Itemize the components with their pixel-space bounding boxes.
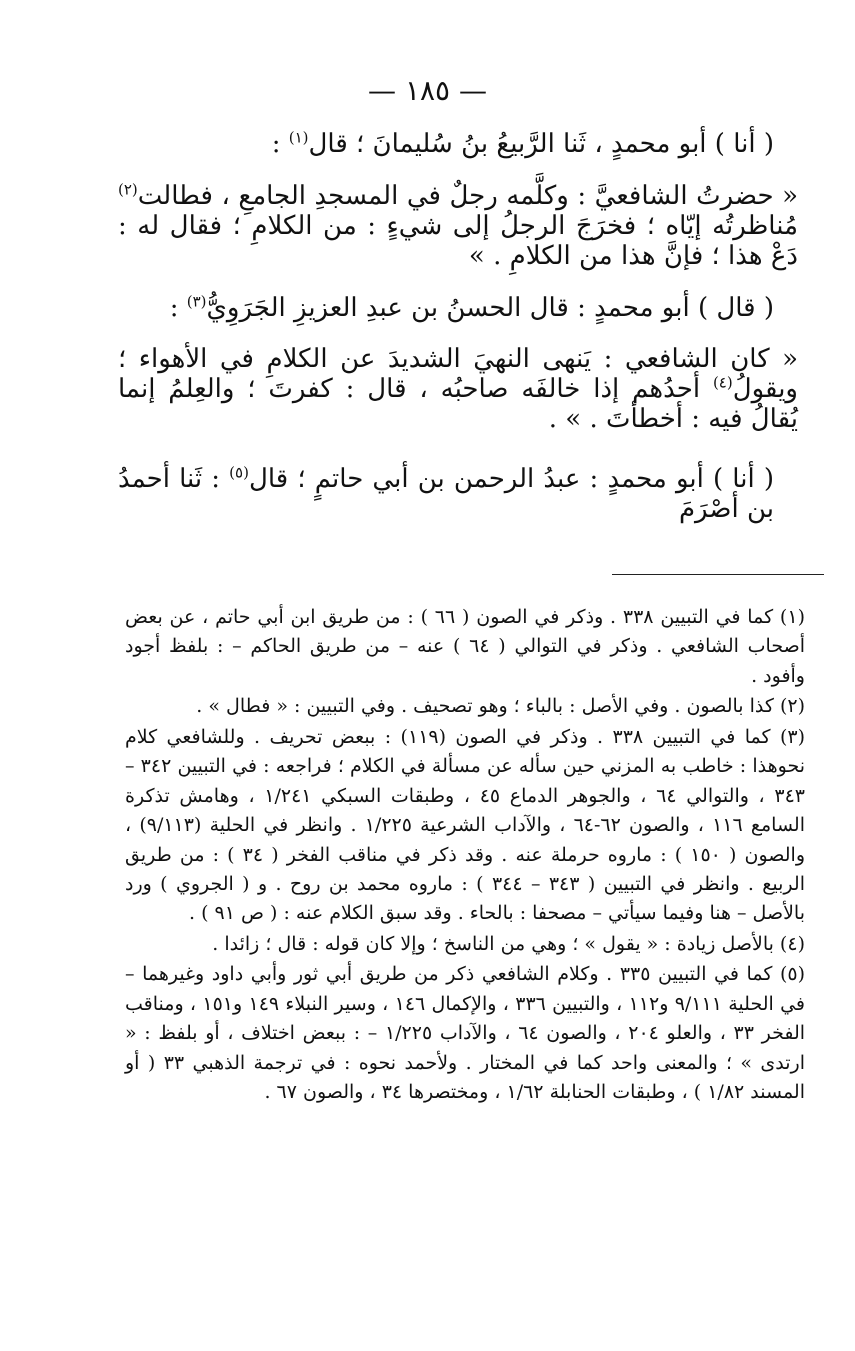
footnote-1: (١) كما في التبيين ٣٣٨ . وذكر في الصون ( ٦٦ ) : من طريق ابن أبي حاتم ، عن بعض أصحاب الشافعي . وذكر في التوالي ( ٦٤ ) عنه – من طريق الحاكم – : بلفظ أجود وأفود . bbox=[125, 606, 806, 687]
paragraph-5-end: : ثَنا أحمدُ بن أصْرَمَ bbox=[118, 464, 774, 525]
paragraph-2-text-b: مُناظرتُه إيّاه ؛ فخرَجَ الرجلُ إلى شيءٍ : من الكلامِ ؛ فقال له : دَعْ هذا ؛ فإنَّ هذا من الكلامِ . » bbox=[118, 210, 798, 271]
paragraph-4-text-b: أحدُهم إذا خالفَه صاحبُه ، قال : كفرتَ ؛ والعِلمُ إنما يُقالُ فيه : أخطأتَ . » . bbox=[118, 374, 798, 435]
footnote-ref-4: (٤) bbox=[712, 373, 733, 392]
paragraph-1-text: ( أنا ) أبو محمدٍ ، ثَنا الرَّبيعُ بنُ سُليمانَ ؛ قال bbox=[308, 129, 774, 159]
paragraph-4-text-a: « كان الشافعي : يَنهى النهيَ الشديدَ عن الكلامِ في الأهواء ؛ ويقولُ bbox=[118, 344, 798, 405]
footnote-ref-5: (٥) bbox=[229, 463, 249, 482]
footnote-5: (٥) كما في التبيين ٣٣٥ . وكلام الشافعي ذكر من طريق أبي ثور وأبي داود وغيرهما – في الحلية ٩/١١١ و١١٢ ، والتبيين ٣٣٦ ، والإكمال ١٤٦ ، وسير النبلاء ١٤٩ و١٥١ ، ومناقب الفخر ٣٣ ، والعلو ٢٠٤ ، والصون ٦٤ ، والآداب ١/٢٢٥ – : ببعض اختلاف ، أو بلفظ : « ارتدى » ؛ والمعنى واحد كما في المختار . ولأحمد نحوه : في ترجمة الذهبي ٣٣ ( أو المسند ١/٨٢ ) ، وطبقات الحنابلة ١/٦٢ ، ومختصرها ٣٤ ، والصون ٦٧ . bbox=[125, 963, 806, 1103]
footnote-separator bbox=[612, 574, 824, 575]
paragraph-3-end: : bbox=[169, 292, 187, 323]
paragraph-4 bbox=[118, 345, 798, 435]
main-text bbox=[118, 130, 798, 547]
paragraph-5-text: ( أنا ) أبو محمدٍ : عبدُ الرحمن بن أبي حاتمٍ ؛ قال bbox=[248, 464, 774, 495]
footnote-ref-3: (٣) bbox=[186, 291, 207, 310]
paragraph-3-text: ( قال ) أبو محمدٍ : قال الحسنُ بن عبدِ العزيزِ الجَرَوِيُّ bbox=[206, 292, 774, 323]
paragraph-5 bbox=[118, 465, 798, 525]
paragraph-1-end: : bbox=[271, 129, 289, 159]
paragraph-3 bbox=[118, 291, 798, 324]
footnote-3: (٣) كما في التبيين ٣٣٨ . وذكر في الصون (١١٩) : ببعض تحريف . وللشافعي كلام نحوهذا : خاطب به المزني حين سأله عن مسألة في الكلام ؛ فراجعه : في التبيين ٣٤٢ – ٣٤٣ ، والتوالي ٦٤ ، والجوهر الدماع ٤٥ ، وطبقات السبكي ١/٢٤١ ، وهامش تذكرة السامع ١١٦ ، والصون ٦٢-٦٤ ، والآداب الشرعية ١/٢٢٥ . وانظر في الحلية (٩/١١٣) ، والصون ( ١٥٠ ) : ماروه حرملة عنه . وقد ذكر في مناقب الفخر ( ٣٤ ) : من طريق الربيع . وانظر في التبيين ( ٣٤٣ – ٣٤٤ ) : ماروه محمد بن روح . و ( الجروي ) ورد بالأصل – هنا وفيما سيأتي – مصحفا : بالحاء . وقد سبق الكلام عنه : ( ص ٩١ ) . bbox=[125, 725, 806, 925]
footnote-2: (٢) كذا بالصون . وفي الأصل : بالباء ؛ وهو تصحيف . وفي التبيين : « فطال » . bbox=[196, 695, 805, 718]
paragraph-2-text-a: « حضرتُ الشافعيَّ : وكلَّمه رجلٌ في المسجدِ الجامعِ ، فطالت bbox=[137, 180, 798, 211]
paragraph-2 bbox=[118, 182, 798, 272]
footnote-ref-2: (٢) bbox=[118, 180, 138, 199]
page-number: — ١٨٥ — bbox=[368, 74, 487, 107]
footnote-ref-1: (١) bbox=[288, 128, 309, 147]
footnote-4: (٤) بالأصل زيادة : « يقول » ؛ وهي من الناسخ ؛ وإلا كان قوله : قال ؛ زائدا . bbox=[212, 932, 805, 955]
paragraph-1 bbox=[118, 130, 798, 160]
footnotes bbox=[125, 603, 805, 1108]
